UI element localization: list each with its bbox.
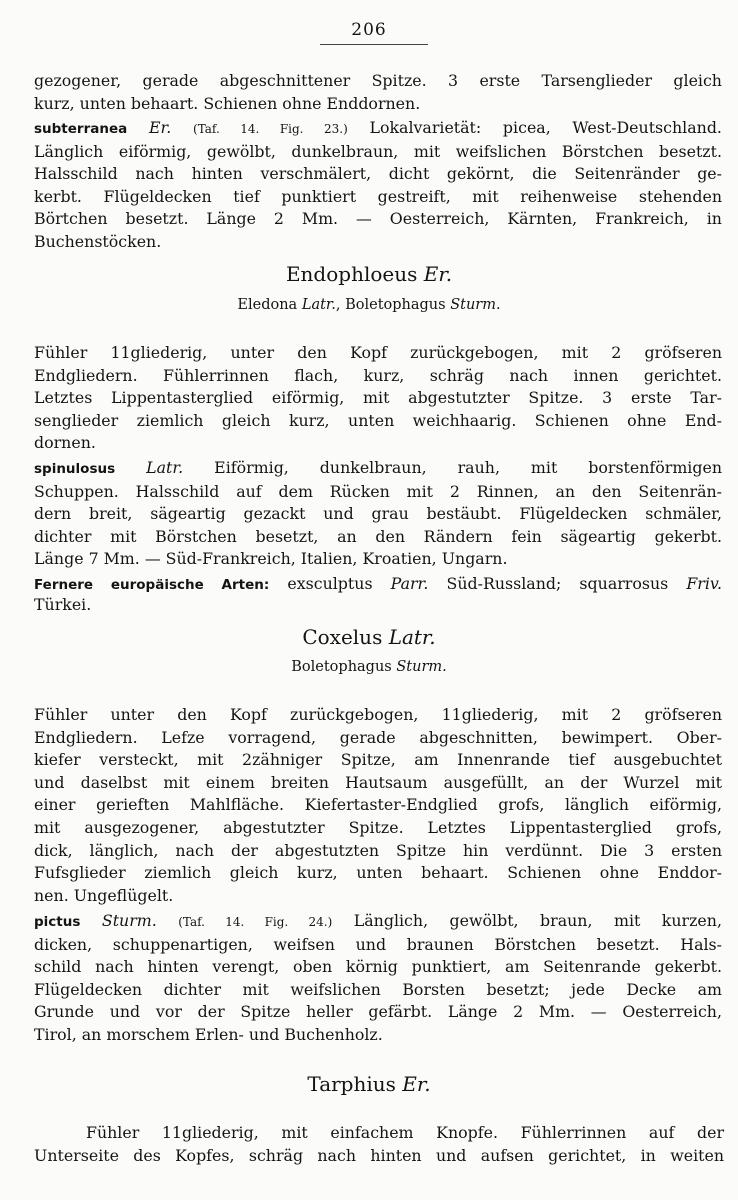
text-line: schild nach hinten verengt, oben körnig punktiert, am Seitenrande gekerbt.	[34, 957, 722, 977]
text-line: Länge 7 Mm. — Süd-Frankreich, Italien, Kroatien, Ungarn.	[34, 549, 508, 569]
genus-name: Endophloeus	[285, 262, 418, 286]
text-line: Letztes Lippentasterglied eiförmig, mit abgestutzter Spitze. 3 erste Tar-	[34, 388, 722, 408]
text-line: dern breit, sägeartig gezackt und grau bestäubt. Flügeldecken schmäler,	[34, 504, 722, 524]
genus-synonyms	[0, 297, 738, 313]
tarphius-description	[34, 1122, 724, 1167]
text-line: Tirol, an morschem Erlen- und Buchenholz.	[34, 1024, 383, 1044]
synonym-author: Sturm.	[450, 297, 501, 313]
text-line: dicken, schuppenartigen, weifsen und braunen Börstchen besetzt. Hals-	[34, 934, 722, 954]
header-rule	[320, 44, 428, 45]
text-line: und daselbst mit einem breiten Hautsaum ausgefüllt, an der Wurzel mit	[34, 772, 722, 792]
synonym-text: Boletophagus	[291, 659, 392, 675]
species-name: spinulosus	[34, 461, 116, 477]
endophloeus-description	[34, 342, 722, 455]
text-line: gezogener, gerade abgeschnittener Spitze. 3 erste Tarsenglieder gleich	[34, 71, 722, 90]
genus-name: Coxelus	[302, 625, 383, 649]
species-name: exsculptus	[287, 574, 373, 593]
further-species-label: Fernere europäische Arten:	[34, 577, 270, 593]
text-line: senglieder ziemlich gleich kurz, unten weichhaarig. Schienen ohne End-	[34, 410, 722, 430]
text-line: Fühler 11gliederig, unter den Kopf zurückgebogen, mit 2 gröfseren	[34, 343, 722, 362]
spinulosus-entry	[34, 457, 722, 571]
pictus-entry	[34, 910, 722, 1047]
genus-heading	[0, 625, 738, 649]
text-line: kerbt. Flügeldecken tief punktiert gestreift, mit reihenweise stehenden	[34, 186, 722, 206]
genus-author: Er.	[423, 262, 453, 286]
plate-reference: (Taf. 14. Fig. 24.)	[178, 915, 333, 929]
genus-synonyms	[0, 659, 738, 675]
species-author: Sturm.	[101, 911, 157, 930]
text-line: Fühler 11gliederig, mit einfachem Knopfe. Fühlerrinnen auf der	[86, 1123, 724, 1142]
genus-author: Latr.	[388, 625, 436, 649]
species-name: subterranea	[34, 121, 128, 137]
species-headline	[34, 910, 722, 934]
subterranea-entry	[34, 117, 722, 254]
text-line: Fühler unter den Kopf zurückgebogen, 11gliederig, mit 2 gröfseren	[34, 705, 722, 724]
text-line: Unterseite des Kopfes, schräg nach hinten und aufsen gerichtet, in weiten	[34, 1145, 724, 1165]
text-line: einer gerieften Mahlfläche. Kiefertaster-Endglied grofs, länglich eiförmig,	[34, 795, 722, 815]
text-line: Grunde und vor der Spitze heller gefärbt. Länge 2 Mm. — Oesterreich,	[34, 1002, 722, 1022]
synonym-text: , Boletophagus	[335, 297, 446, 313]
genus-heading	[0, 1072, 738, 1096]
species-author: Latr.	[146, 458, 184, 477]
species-name: pictus	[34, 914, 81, 930]
plate-reference: (Taf. 14. Fig. 23.)	[193, 122, 348, 136]
text-line: Länglich eiförmig, gewölbt, dunkelbraun, mit weifslichen Börstchen besetzt.	[34, 141, 722, 161]
text-line: kiefer versteckt, mit 2zähniger Spitze, am Innenrande tief ausgebuchtet	[34, 750, 722, 770]
species-author: Parr.	[390, 574, 429, 593]
text-line: Schuppen. Halsschild auf dem Rücken mit 2 Rinnen, an den Seitenrän-	[34, 481, 722, 501]
species-author: Friv.	[686, 574, 722, 593]
genus-name: Tarphius	[307, 1072, 396, 1096]
text-line: Buchenstöcken.	[34, 231, 162, 251]
genus-author: Er.	[402, 1072, 431, 1096]
text-line: nen. Ungeflügelt.	[34, 885, 174, 905]
text-fragment: Süd-Russland; squarrosus	[446, 574, 669, 593]
text-line: kurz, unten behaart. Schienen ohne Enddornen.	[34, 93, 421, 113]
species-author: Er.	[148, 118, 172, 137]
text-fragment: Lokalvarietät: picea, West-Deutschland.	[369, 118, 722, 137]
page-number: 206	[351, 20, 387, 40]
text-line: Börtchen besetzt. Länge 2 Mm. — Oesterreich, Kärnten, Frankreich, in	[34, 209, 722, 229]
text-line: Flügeldecken dichter mit weifslichen Borsten besetzt; jede Decke am	[34, 979, 722, 999]
text-line: Endgliedern. Lefze vorragend, gerade abgeschnitten, bewimpert. Ober-	[34, 727, 722, 747]
coxelus-description	[34, 704, 722, 907]
text-line: Endgliedern. Fühlerrinnen flach, kurz, schräg nach innen gerichtet.	[34, 365, 722, 385]
text-line: dichter mit Börstchen besetzt, an den Rändern fein sägeartig gekerbt.	[34, 526, 722, 546]
text-line: Türkei.	[34, 595, 92, 614]
text-fragment: Länglich, gewölbt, braun, mit kurzen,	[353, 911, 722, 930]
further-species-line	[34, 574, 722, 595]
text-line: dornen.	[34, 433, 96, 453]
synonym-author: Latr.	[301, 297, 336, 313]
genus-heading	[0, 262, 738, 286]
text-line: mit ausgezogener, abgestutzter Spitze. Letztes Lippentasterglied grofs,	[34, 817, 722, 837]
text-line: dick, länglich, nach der abgestutzten Spitze hin verdünnt. Die 3 ersten	[34, 840, 722, 860]
synonym-text: Eledona	[237, 297, 298, 313]
intro-paragraph	[34, 70, 722, 115]
text-line: Fufsglieder ziemlich gleich kurz, unten behaart. Schienen ohne Enddor-	[34, 863, 722, 883]
synonym-author: Sturm.	[396, 659, 447, 675]
further-species	[34, 574, 722, 614]
species-headline	[34, 457, 722, 481]
species-headline	[34, 117, 722, 141]
text-fragment: Eiförmig, dunkelbraun, rauh, mit borstenförmigen	[214, 458, 722, 477]
text-line: Halsschild nach hinten verschmälert, dicht gekörnt, die Seitenränder ge-	[34, 164, 722, 184]
